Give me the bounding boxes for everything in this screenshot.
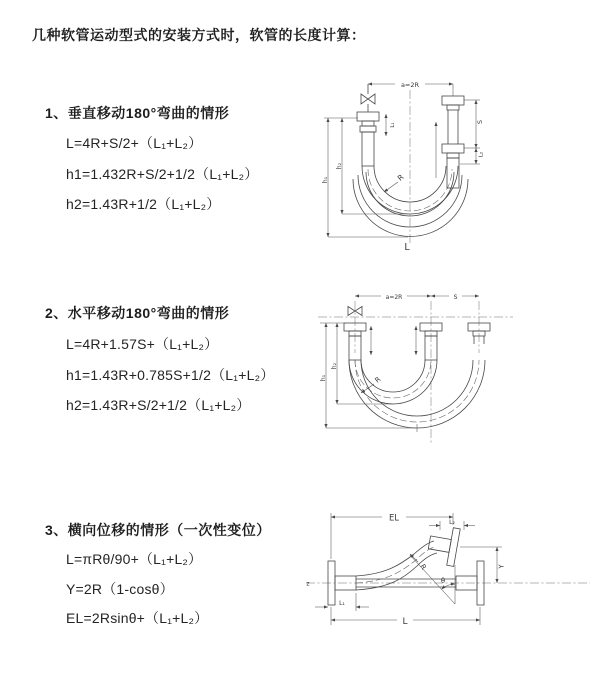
left-pipe-fitting bbox=[357, 112, 379, 166]
y-dimension bbox=[460, 547, 506, 583]
top-dimensions bbox=[355, 292, 479, 302]
dim-label-r: R bbox=[418, 562, 428, 572]
formula-line: L=πRθ/90+（L₁+L₂） bbox=[66, 551, 203, 567]
right-pipe-fitting bbox=[436, 96, 464, 188]
l2-dimension bbox=[429, 519, 475, 530]
dim-label-l2: L₂ bbox=[478, 151, 485, 158]
hose-arcs bbox=[349, 360, 485, 432]
dim-label-a2r: a=2R bbox=[385, 294, 403, 301]
dim-label-el: EL bbox=[388, 513, 400, 524]
formula-line: EL=2Rsinθ+（L₁+L₂） bbox=[66, 610, 209, 626]
h-dimensions bbox=[320, 323, 416, 428]
h-dimensions bbox=[322, 118, 408, 237]
l1-dimension bbox=[315, 593, 369, 611]
dim-label-h2: h₂ bbox=[336, 162, 343, 170]
formula-line: h2=1.43R+1/2（L₁+L₂） bbox=[66, 196, 221, 212]
theta-angle bbox=[410, 555, 455, 604]
dim-label-l: L bbox=[402, 617, 408, 627]
formula-line: Y=2R（1-cosθ） bbox=[66, 581, 174, 597]
dim-label-z: z bbox=[306, 580, 310, 588]
section-2-heading: 2、水平移动180°弯曲的情形 bbox=[45, 305, 230, 321]
el-dimension bbox=[331, 512, 453, 559]
dim-label-h1: h₁ bbox=[322, 176, 329, 184]
hose-arcs bbox=[353, 166, 468, 236]
diagram-horizontal-180-bend bbox=[308, 283, 558, 478]
formula-line: L=4R+S/2+（L₁+L₂） bbox=[66, 135, 203, 151]
page-title: 几种软管运动型式的安装方式时，软管的长度计算： bbox=[32, 27, 366, 43]
l-dimension bbox=[331, 607, 480, 627]
dim-label-l1: L₁ bbox=[339, 600, 345, 607]
diagram-lateral-displacement bbox=[298, 503, 598, 653]
formula-line: h1=1.432R+S/2+1/2（L₁+L₂） bbox=[66, 166, 259, 182]
fitting-dimensions bbox=[371, 326, 416, 355]
dim-label-l: L bbox=[404, 242, 410, 253]
hatched-hose bbox=[362, 132, 374, 166]
dim-label-a2r: a=2R bbox=[400, 80, 420, 89]
dim-label-r: R bbox=[395, 172, 406, 183]
upper-flange bbox=[426, 524, 460, 566]
dim-label-s: S bbox=[453, 294, 458, 301]
dim-label-l2: L₂ bbox=[449, 519, 455, 526]
dim-label-h1: h₁ bbox=[320, 374, 327, 382]
dim-label-r: R bbox=[373, 375, 383, 385]
top-dimension bbox=[368, 80, 453, 97]
radius-callout bbox=[384, 172, 406, 192]
dim-label-theta: θ bbox=[440, 577, 446, 585]
dim-label-h2: h₂ bbox=[331, 362, 338, 370]
formula-line: L=4R+1.57S+（L₁+L₂） bbox=[66, 336, 219, 352]
valve-icon bbox=[361, 84, 375, 112]
section-3-heading: 3、横向位移的情形（一次性变位） bbox=[45, 522, 271, 538]
dim-label-y: Y bbox=[497, 564, 506, 569]
formula-line: h1=1.43R+0.785S+1/2（L₁+L₂） bbox=[66, 367, 275, 383]
formula-line: h2=1.43R+S/2+1/2（L₁+L₂） bbox=[66, 397, 251, 413]
dim-label-l1: L₁ bbox=[390, 122, 396, 128]
dim-label-s: S bbox=[476, 119, 484, 125]
s-dimension bbox=[460, 100, 485, 164]
diagram-vertical-180-bend bbox=[308, 68, 558, 268]
section-1-heading: 1、垂直移动180°弯曲的情形 bbox=[45, 105, 230, 121]
l1-dimension bbox=[386, 114, 396, 136]
